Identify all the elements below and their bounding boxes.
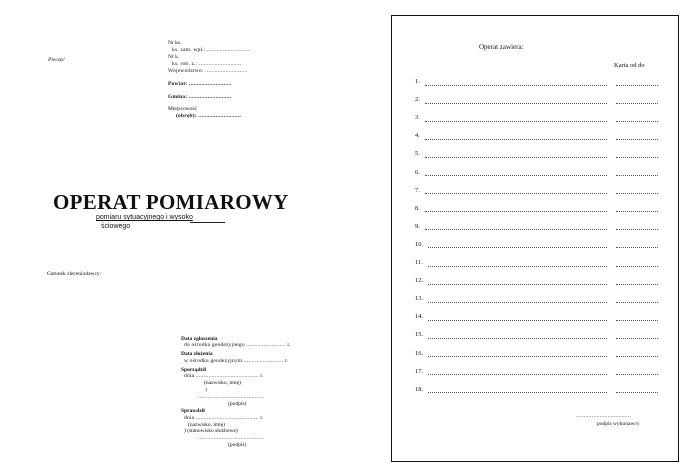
data-zgloszenia-line: do ośrodka geodezyjnego ......................... r. xyxy=(184,342,291,348)
subtitle-line-2: ściowego xyxy=(101,223,131,230)
subtitle-underline xyxy=(190,222,225,223)
row-number: 1. xyxy=(415,78,420,85)
document-subtitle xyxy=(96,213,193,231)
row-description-line xyxy=(428,392,607,393)
row-number: 2. xyxy=(415,96,420,104)
data-zgloszenia-label: Data zgłoszenia xyxy=(181,336,218,342)
field-powiat: Powiat: ........................... xyxy=(168,81,232,87)
field-ks-rob: ks. rob. z.: ........................... xyxy=(172,61,242,67)
row-description-line xyxy=(428,356,607,357)
sporzadzil-sign-caption: (podpis) xyxy=(228,401,247,407)
contents-heading: Operat zawiera: xyxy=(479,43,524,51)
row-description-line xyxy=(428,266,607,267)
sprawdzil-name-caption: (nazwisko, imię) xyxy=(188,422,225,428)
gatunek-label: Gatunek zleceniodawcy: xyxy=(47,271,102,277)
field-wojewodztwo: Województwo: ........................... xyxy=(168,68,248,74)
sporzadzil-sign-line: .......................................... xyxy=(198,394,265,400)
row-number: 17. xyxy=(415,367,424,375)
row-number: 16. xyxy=(415,349,424,357)
row-karta-line xyxy=(616,139,658,140)
field-miejscowosc: Miejscowość xyxy=(168,106,198,112)
row-number: 14. xyxy=(415,313,424,321)
row-number: 12. xyxy=(415,277,424,285)
field-nr-ks: Nr ks. xyxy=(168,40,182,46)
row-number: 8. xyxy=(415,204,420,212)
row-description-line xyxy=(428,302,607,303)
row-number: 4. xyxy=(415,132,420,140)
row-description-line xyxy=(428,247,607,248)
field-nr-k: Nr k. xyxy=(168,54,180,60)
karta-column-header: Karta od do xyxy=(614,62,645,69)
row-number: 3. xyxy=(415,114,420,122)
row-number: 15. xyxy=(415,331,424,339)
field-ks-zam: ks. zam. wpł.: ........................... xyxy=(172,47,250,53)
row-karta-line xyxy=(616,103,658,104)
field-gmina: Gmina: ........................... xyxy=(168,94,232,100)
row-karta-line xyxy=(616,338,658,339)
row-karta-line xyxy=(616,157,658,158)
data-zlozenia-label: Data złożenia xyxy=(181,351,213,357)
row-number: 9. xyxy=(415,222,420,230)
row-karta-line xyxy=(616,374,658,375)
row-description-line xyxy=(425,229,607,230)
row-number: 5. xyxy=(415,150,420,158)
row-karta-line xyxy=(616,247,658,248)
row-karta-line xyxy=(616,211,658,212)
row-description-line xyxy=(425,193,607,194)
row-number: 13. xyxy=(415,295,424,303)
row-description-line xyxy=(425,103,607,104)
sprawdzil-sign-caption: (podpis) xyxy=(228,442,247,448)
row-description-line xyxy=(425,85,607,86)
signature-line: ................................... xyxy=(576,413,632,419)
row-karta-line xyxy=(616,229,658,230)
row-karta-line xyxy=(616,121,658,122)
right-page xyxy=(391,15,679,462)
subtitle-line-1: pomiaru sytuacyjnego i wysoko xyxy=(96,214,193,221)
row-description-line xyxy=(425,157,607,158)
row-karta-line xyxy=(616,175,658,176)
row-karta-line xyxy=(616,356,658,357)
row-number: 10. xyxy=(415,240,424,248)
row-karta-line xyxy=(616,266,658,267)
row-number: 6. xyxy=(415,168,420,176)
sporzadzil-label: Sporządził xyxy=(181,367,207,373)
sprawdzil-position-caption: ) (stanowisko służbowe) xyxy=(184,428,238,434)
sporzadzil-name-caption: (nazwisko, imię) xyxy=(204,380,241,386)
sprawdzil-line: dnia ........................................ r. xyxy=(184,415,264,421)
row-description-line xyxy=(425,139,607,140)
row-description-line xyxy=(428,374,607,375)
sprawdzil-sign-line: .......................................... xyxy=(198,435,265,441)
row-description-line xyxy=(425,121,607,122)
sporzadzil-line: dnia ........................................ r. xyxy=(184,373,264,379)
row-karta-line xyxy=(616,302,658,303)
pieczec-label: Pieczęć xyxy=(48,57,65,63)
signature-caption: podpis wykonawcy xyxy=(597,421,640,427)
field-obreb: (obręb): ........................... xyxy=(176,113,241,119)
sprawdzil-label: Sprawdził xyxy=(181,408,205,414)
document-title: OPERAT POMIAROWY xyxy=(53,190,289,214)
row-karta-line xyxy=(616,392,658,393)
sporzadzil-paren: ) xyxy=(205,387,207,393)
row-number: 18. xyxy=(415,385,424,393)
row-karta-line xyxy=(616,284,658,285)
row-description-line xyxy=(428,284,607,285)
row-karta-line xyxy=(616,193,658,194)
row-number: 7. xyxy=(415,186,420,194)
row-karta-line xyxy=(616,320,658,321)
row-description-line xyxy=(425,175,607,176)
row-description-line xyxy=(428,338,607,339)
data-zlozenia-line: w ośrodku geodezyjnym ......................... r. xyxy=(184,358,289,364)
row-number: 11. xyxy=(415,259,423,266)
row-description-line xyxy=(428,320,607,321)
row-description-line xyxy=(425,211,607,212)
row-karta-line xyxy=(616,85,658,86)
